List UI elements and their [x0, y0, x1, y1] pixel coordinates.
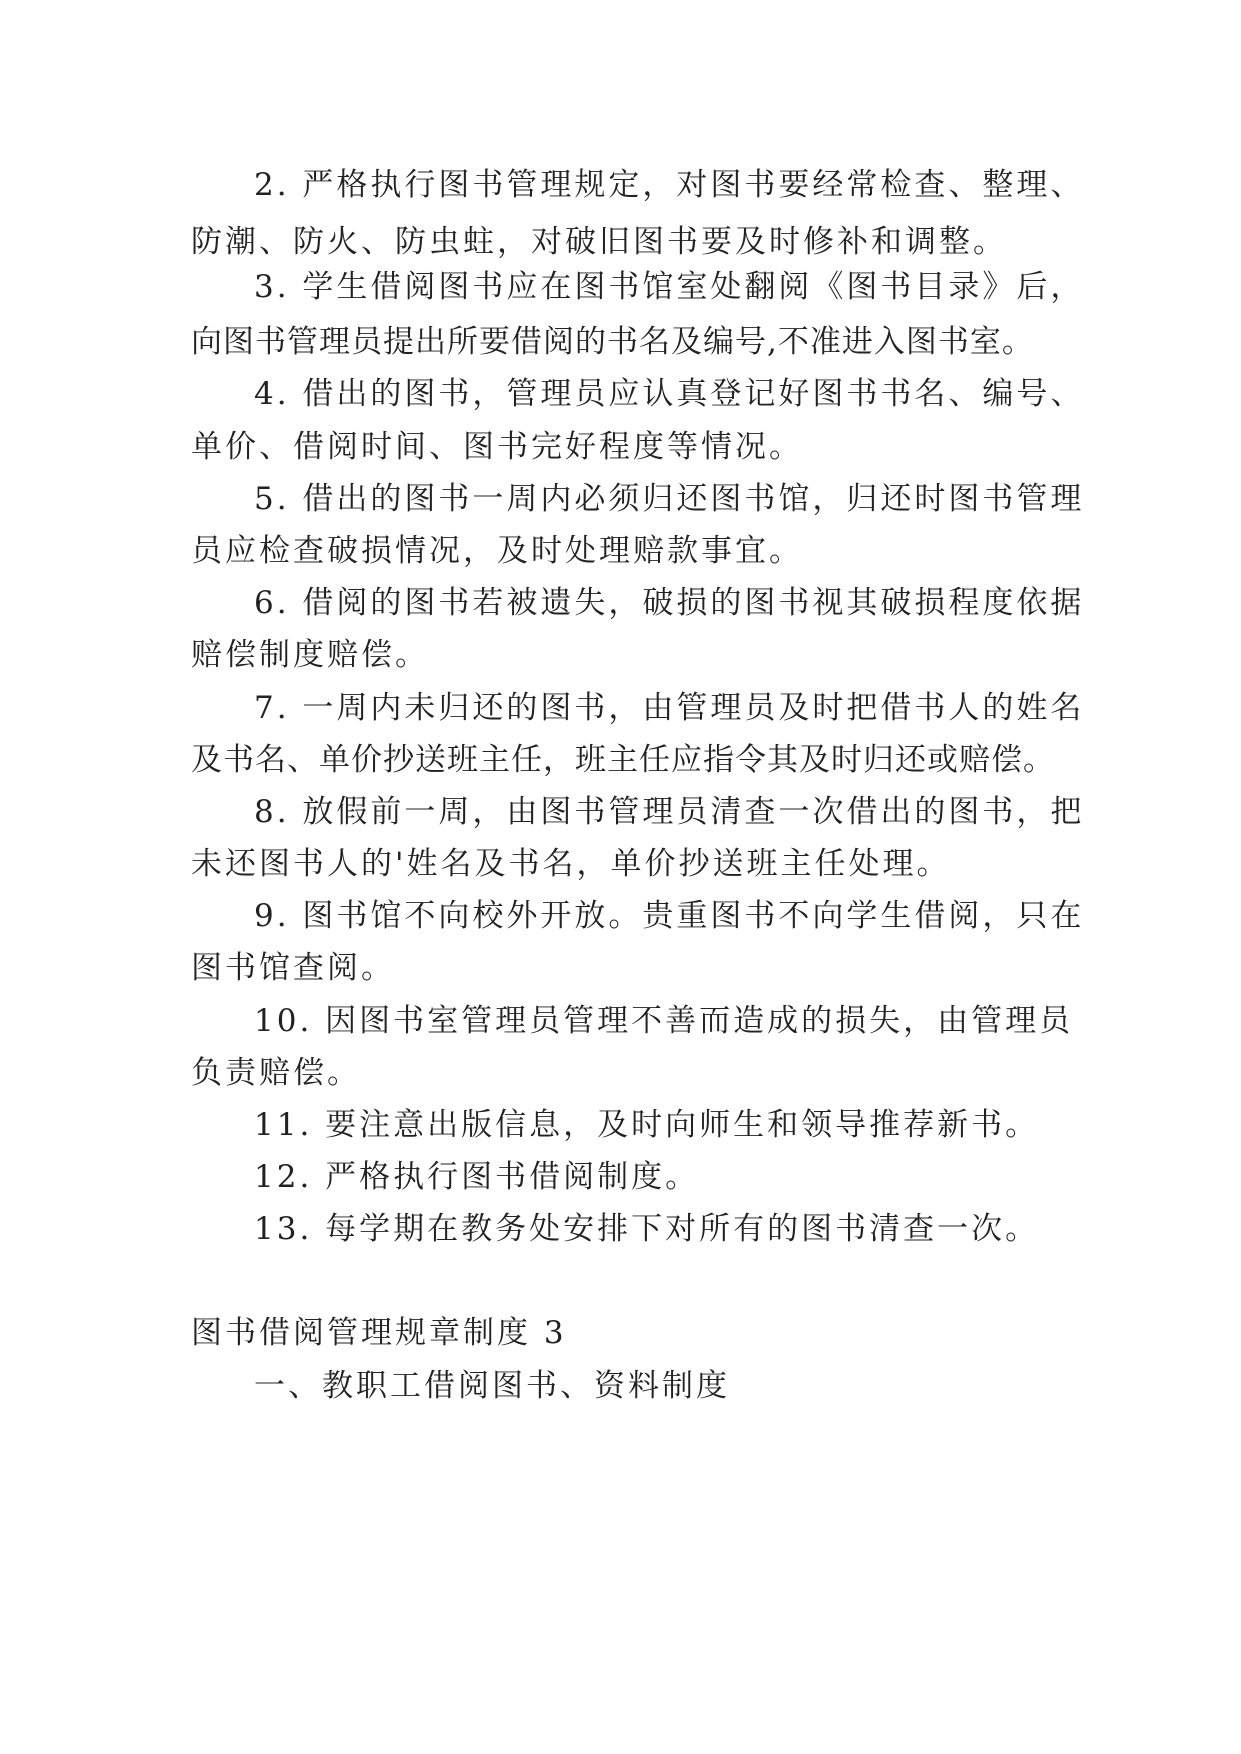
- item-6-line-1: 6. 借阅的图书若被遗失，破损的图书视其破损程度依据: [254, 585, 1085, 621]
- item-10-line-2: 负责赔偿。: [191, 1055, 361, 1091]
- item-9-line-1: 9. 图书馆不向校外开放。贵重图书不向学生借阅，只在: [254, 898, 1085, 934]
- subsection-title: 一、教职工借阅图书、资料制度: [254, 1368, 730, 1404]
- item-2-line-1: 2. 严格执行图书管理规定，对图书要经常检查、整理、: [254, 167, 1085, 203]
- item-13-line-1: 13. 每学期在教务处安排下对所有的图书清查一次。: [254, 1211, 1040, 1247]
- item-3-line-2: 向图书管理员提出所要借阅的书名及编号,不准进入图书室。: [191, 324, 1034, 360]
- item-6-line-2: 赔偿制度赔偿。: [191, 637, 429, 673]
- item-7-line-2: 及书名、单价抄送班主任，班主任应指令其及时归还或赔偿。: [191, 742, 1055, 778]
- item-7-line-1: 7. 一周内未归还的图书，由管理员及时把借书人的姓名: [254, 690, 1085, 726]
- item-3-line-1: 3. 学生借阅图书应在图书馆室处翻阅《图书目录》后，: [254, 269, 1085, 305]
- item-10-line-1: 10. 因图书室管理员管理不善而造成的损失，由管理员: [254, 1003, 1074, 1039]
- item-4-line-2: 单价、借阅时间、图书完好程度等情况。: [191, 429, 803, 465]
- item-5-line-1: 5. 借出的图书一周内必须归还图书馆，归还时图书管理: [254, 481, 1085, 517]
- item-5-line-2: 员应检查破损情况，及时处理赔款事宜。: [191, 533, 803, 569]
- section-heading: 图书借阅管理规章制度 3: [191, 1315, 567, 1351]
- item-4-line-1: 4. 借出的图书，管理员应认真登记好图书书名、编号、: [254, 376, 1085, 412]
- item-8-line-2: 未还图书人的'姓名及书名，单价抄送班主任处理。: [191, 846, 951, 882]
- item-2-line-2: 防潮、防火、防虫蛀，对破旧图书要及时修补和调整。: [191, 224, 1007, 260]
- item-8-line-1: 8. 放假前一周，由图书管理员清查一次借出的图书，把: [254, 794, 1085, 830]
- item-11-line-1: 11. 要注意出版信息，及时向师生和领导推荐新书。: [254, 1107, 1040, 1143]
- item-12-line-1: 12. 严格执行图书借阅制度。: [254, 1159, 700, 1195]
- item-9-line-2: 图书馆查阅。: [191, 950, 395, 986]
